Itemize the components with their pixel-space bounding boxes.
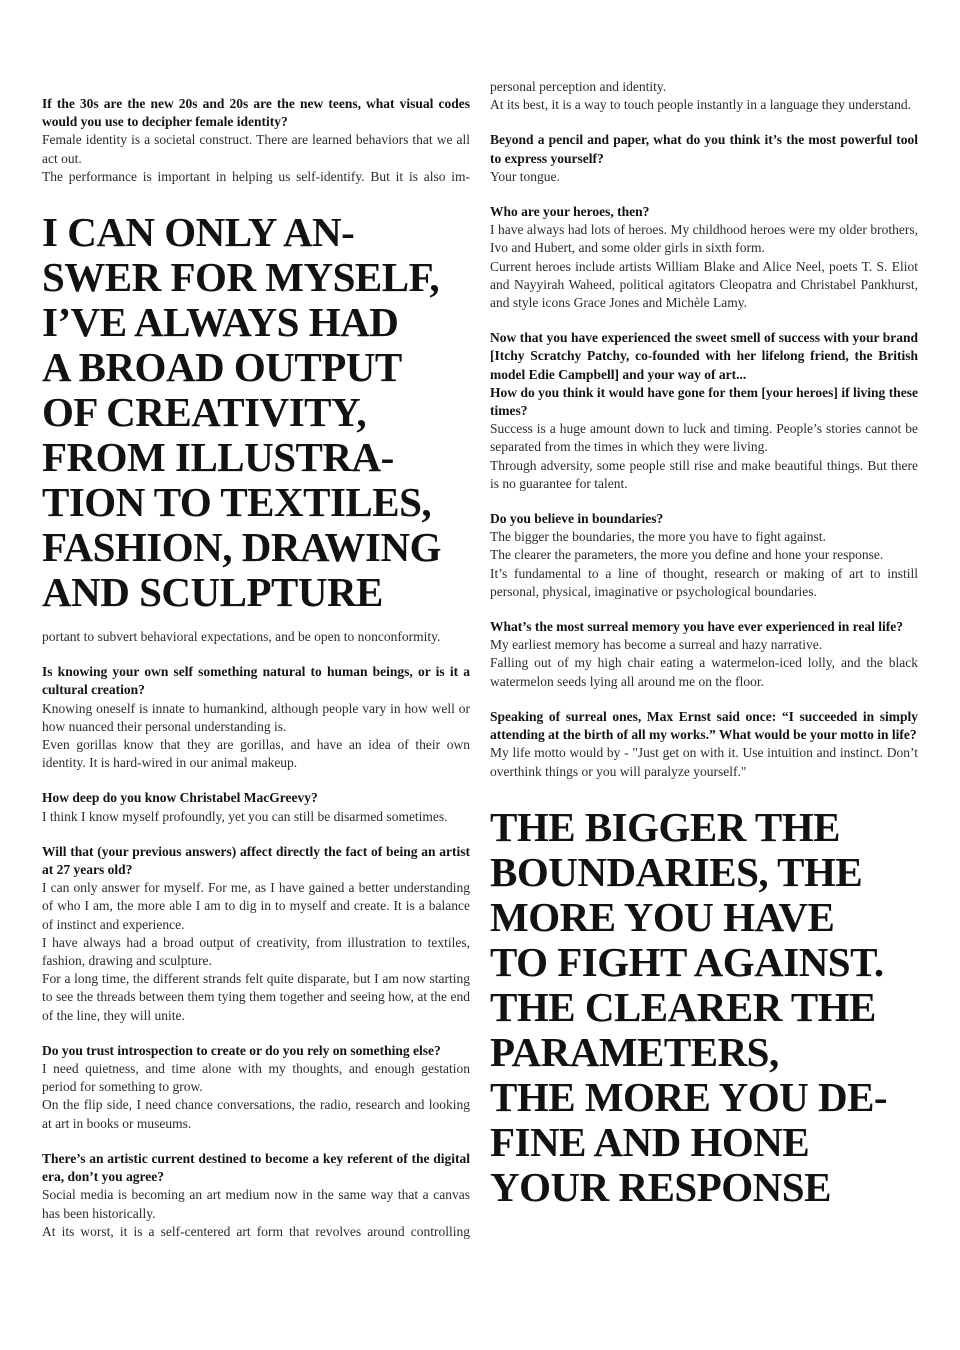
answer-paragraph: Through adversity, some people still rise and make beautiful things. But there is no guarantee for talent. <box>490 457 918 491</box>
question-text: Will that (your previous answers) affect directly the fact of being an artist at 27 years old? <box>42 843 470 878</box>
answer-paragraph: The bigger the boundaries, the more you have to fight against. <box>490 529 826 545</box>
question-text: How do you think it would have gone for them [your heroes] if living these times? <box>490 384 918 419</box>
interview-answer <box>490 168 918 186</box>
column-right <box>490 78 918 1350</box>
question-text: If the 30s are the new 20s and 20s are the new teens, what visual codes would you use to decipher female identity? <box>42 96 470 130</box>
interview-question <box>490 510 918 528</box>
interview-answer <box>42 1060 470 1133</box>
interview-question <box>490 329 918 420</box>
pull-quote-line: PARAMETERS, <box>490 1028 779 1075</box>
interview-answer <box>42 1186 470 1241</box>
answer-paragraph: My earliest memory has become a surreal and hazy narrative. <box>490 637 823 653</box>
pull-quote-line: FINE AND HONE <box>490 1118 810 1165</box>
interview-answer <box>490 221 918 312</box>
question-text: What’s the most surreal memory you have ever experienced in real life? <box>490 619 904 635</box>
answer-paragraph: My life motto would by - "Just get on with it. Use intuition and instinct. Don’t overthink things or you will paralyze yourself." <box>490 745 918 779</box>
answer-paragraph: I need quietness, and time alone with my thoughts, and enough gestation period for something to grow. <box>42 1061 470 1095</box>
answer-paragraph: Female identity is a societal construct. There are learned behaviors that we all act out. <box>42 132 470 166</box>
question-text: Beyond a pencil and paper, what do you think it’s the most powerful tool to express yourself? <box>490 132 918 166</box>
pull-quote-line: YOUR RESPONSE <box>490 1163 831 1210</box>
pull-quote-line: FASHION, DRAWING <box>42 524 441 571</box>
pull-quote-line: I CAN ONLY AN- <box>42 209 355 256</box>
answer-paragraph: At its best, it is a way to touch people instantly in a language they understand. <box>490 97 912 113</box>
question-text: Do you trust introspection to create or do you rely on something else? <box>42 1042 441 1058</box>
interview-answer <box>490 528 918 601</box>
pull-quote-line: SWER FOR MYSELF, <box>42 254 440 301</box>
interview-answer <box>490 636 918 691</box>
pull-quote-line: MORE YOU HAVE <box>490 893 835 940</box>
answer-paragraph: Falling out of my high chair eating a watermelon-iced lolly, and the black watermelon seeds lying all around me on the floor. <box>490 655 918 689</box>
interview-question <box>42 1042 470 1060</box>
answer-paragraph: It’s fundamental to a line of thought, research or making of art to instill personal, physical, imaginative or psychological boundaries. <box>490 565 918 599</box>
pull-quote-line: BOUNDARIES, THE <box>490 848 863 895</box>
pull-quote-line: AND SCULPTURE <box>42 569 383 616</box>
question-text: Do you believe in boundaries? <box>490 511 664 527</box>
interview-answer <box>490 78 918 114</box>
answer-paragraph: personal perception and identity. <box>490 79 667 94</box>
question-text: Is knowing your own self something natural to human beings, or is it a cultural creation? <box>42 664 470 698</box>
interview-answer <box>490 420 918 493</box>
interview-question <box>490 618 918 636</box>
question-text: Now that you have experienced the sweet smell of success with your brand [Itchy Scratchy Patchy, co-founded with her lifelong friend, the British model Edie Campbell] and your way of art... <box>490 330 918 382</box>
pull-quote-line: I’VE ALWAYS HAD <box>42 299 399 346</box>
question-text: Speaking of surreal ones, Max Ernst said once: “I succeeded in simply attending at the birth of all my works.” What would be your motto in life? <box>490 708 918 743</box>
answer-paragraph: I have always had lots of heroes. My childhood heroes were my older brothers, Ivo and Hubert, and some older girls in sixth form. <box>490 222 918 256</box>
answer-paragraph: On the flip side, I need chance conversations, the radio, research and looking at art in books or museums. <box>42 1097 470 1131</box>
interview-question <box>42 843 470 879</box>
answer-paragraph: Even gorillas know that they are gorillas, and have an idea of their own identity. It is hard-wired in our animal makeup. <box>42 737 470 771</box>
answer-paragraph: The clearer the parameters, the more you define and hone your response. <box>490 547 884 563</box>
answer-paragraph: The performance is important in helping us self-identify. But it is also im- <box>42 168 470 184</box>
interview-answer <box>42 808 470 826</box>
interview-question <box>490 203 918 221</box>
question-text: How deep do you know Christabel MacGreevy? <box>42 790 318 806</box>
answer-paragraph: portant to subvert behavioral expectations, and be open to nonconformity. <box>42 629 441 645</box>
pull-quote-line: TO FIGHT AGAINST. <box>490 938 884 985</box>
answer-paragraph: Knowing oneself is innate to humankind, although people vary in how well or how nuanced their personal understanding is. <box>42 700 470 734</box>
interview-question <box>42 663 470 699</box>
answer-paragraph: Current heroes include artists William Blake and Alice Neel, poets T. S. Eliot and Nayyirah Waheed, political agitators Cleopatra and Christabel Pankhurst, and style icons Grace Jones and Michèle Lamy. <box>490 258 918 311</box>
answer-paragraph: I can only answer for myself. For me, as I have gained a better understanding of who I am, the more able I am to dig in to myself and create. It is a balance of instinct and experience. <box>42 880 470 932</box>
answer-paragraph: At its worst, it is a self-centered art form that revolves around controlling <box>42 1223 470 1239</box>
interview-question <box>490 708 918 744</box>
interview-answer <box>490 744 918 780</box>
pull-quote-line: FROM ILLUSTRA- <box>42 434 394 481</box>
pull-quote-line: A BROAD OUTPUT <box>42 344 402 391</box>
answer-paragraph: Success is a huge amount down to luck and timing. People’s stories cannot be separated from the times in which they were living. <box>490 421 918 455</box>
answer-paragraph: Social media is becoming an art medium now in the same way that a canvas has been historically. <box>42 1187 470 1221</box>
pull-quote-line: THE MORE YOU DE- <box>490 1073 888 1120</box>
interview-question <box>42 789 470 807</box>
interview-answer <box>42 628 470 646</box>
answer-paragraph: I think I know myself profoundly, yet you can still be disarmed sometimes. <box>42 808 448 824</box>
pull-quote-line: THE BIGGER THE <box>490 803 840 850</box>
question-text: Who are your heroes, then? <box>490 204 650 220</box>
interview-answer <box>42 700 470 773</box>
pull-quote-line: TION TO TEXTILES, <box>42 479 432 526</box>
column-left <box>42 78 470 1350</box>
pull-quote <box>490 805 918 1210</box>
answer-paragraph: For a long time, the different strands felt quite disparate, but I am now starting to see the threads between them tying them together and seeing how, at the end of the line, they will unite. <box>42 971 470 1023</box>
interview-question <box>490 131 918 167</box>
pull-quote <box>42 210 470 615</box>
interview-answer <box>42 879 470 1025</box>
pull-quote-line: THE CLEARER THE <box>490 983 876 1030</box>
interview-question <box>42 95 470 131</box>
interview-question <box>42 1150 470 1186</box>
question-text: There’s an artistic current destined to become a key referent of the digital era, don’t you agree? <box>42 1150 470 1185</box>
pull-quote-line: OF CREATIVITY, <box>42 389 367 436</box>
answer-paragraph: I have always had a broad output of creativity, from illustration to textiles, fashion, drawing and sculpture. <box>42 934 470 969</box>
interview-answer <box>42 131 470 186</box>
answer-paragraph: Your tongue. <box>490 168 560 184</box>
